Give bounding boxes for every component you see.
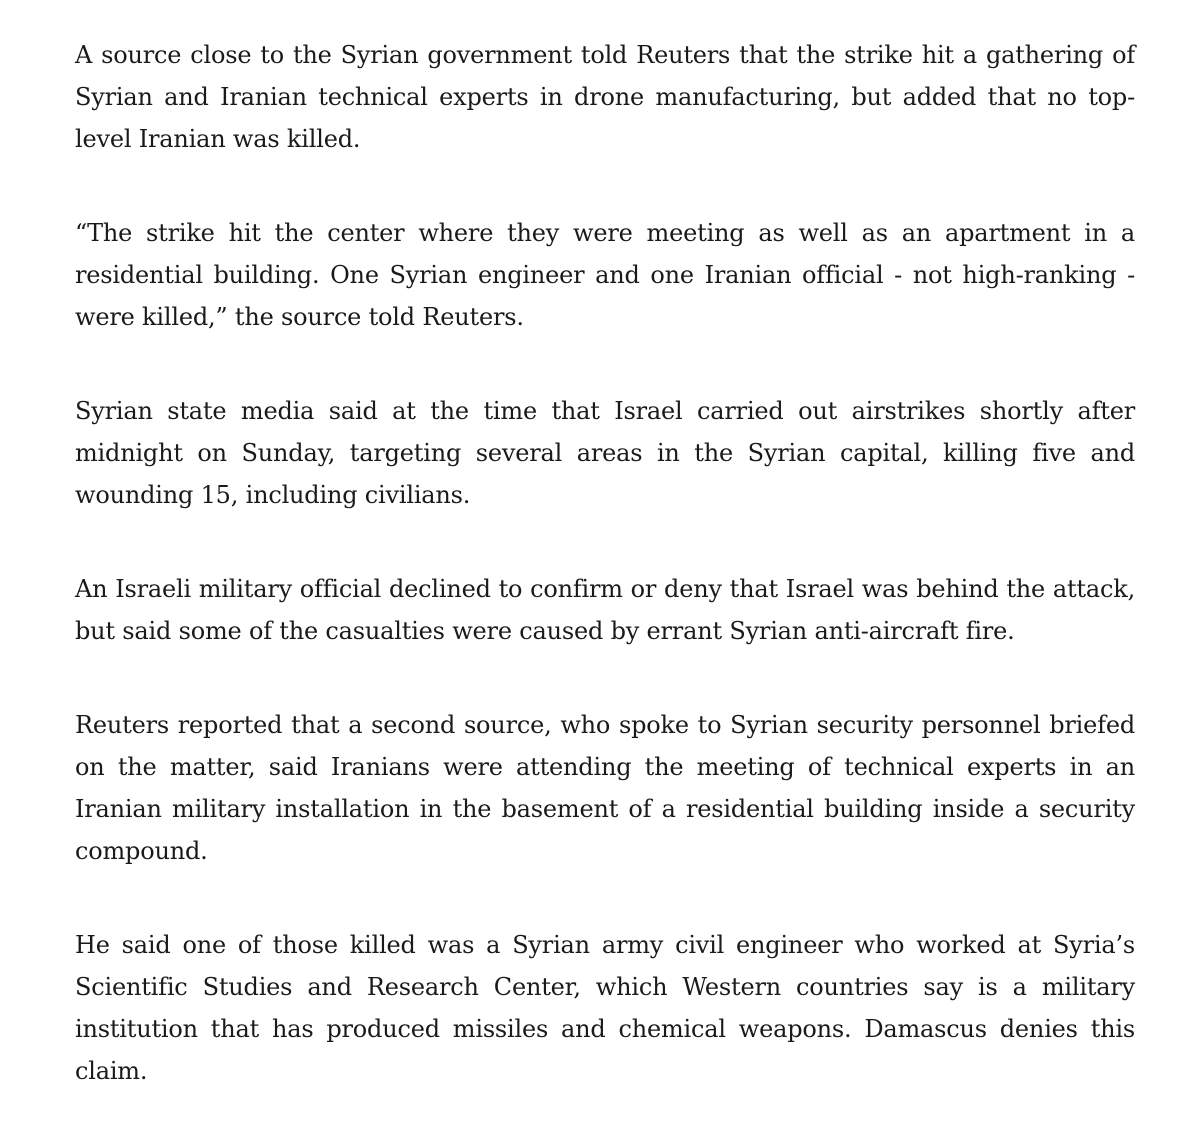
article-body <box>75 34 1135 1144</box>
article-paragraph: “The strike hit the center where they were meeting as well as an apartment in a residential building. One Syrian engineer and one Iranian official - not high-ranking - were killed,” the source told Reuters. <box>75 219 1135 331</box>
article-paragraph: A source close to the Syrian government told Reuters that the strike hit a gathering of Syrian and Iranian technical experts in drone manufacturing, but added that no top-level Iranian was killed. <box>75 41 1135 153</box>
article-paragraph: He said one of those killed was a Syrian army civil engineer who worked at Syria’s Scientific Studies and Research Center, which Western countries say is a military institution that has produced missiles and chemical weapons. Damascus denies this claim. <box>75 931 1135 1085</box>
article-paragraph: Syrian state media said at the time that Israel carried out airstrikes shortly after midnight on Sunday, targeting several areas in the Syrian capital, killing five and wounding 15, including civilians. <box>75 397 1135 509</box>
article-paragraph: An Israeli military official declined to confirm or deny that Israel was behind the attack, but said some of the casualties were caused by errant Syrian anti-aircraft fire. <box>75 575 1135 645</box>
article-paragraph: Reuters reported that a second source, who spoke to Syrian security personnel briefed on the matter, said Iranians were attending the meeting of technical experts in an Iranian military installation in the basement of a residential building inside a security compound. <box>75 711 1135 865</box>
